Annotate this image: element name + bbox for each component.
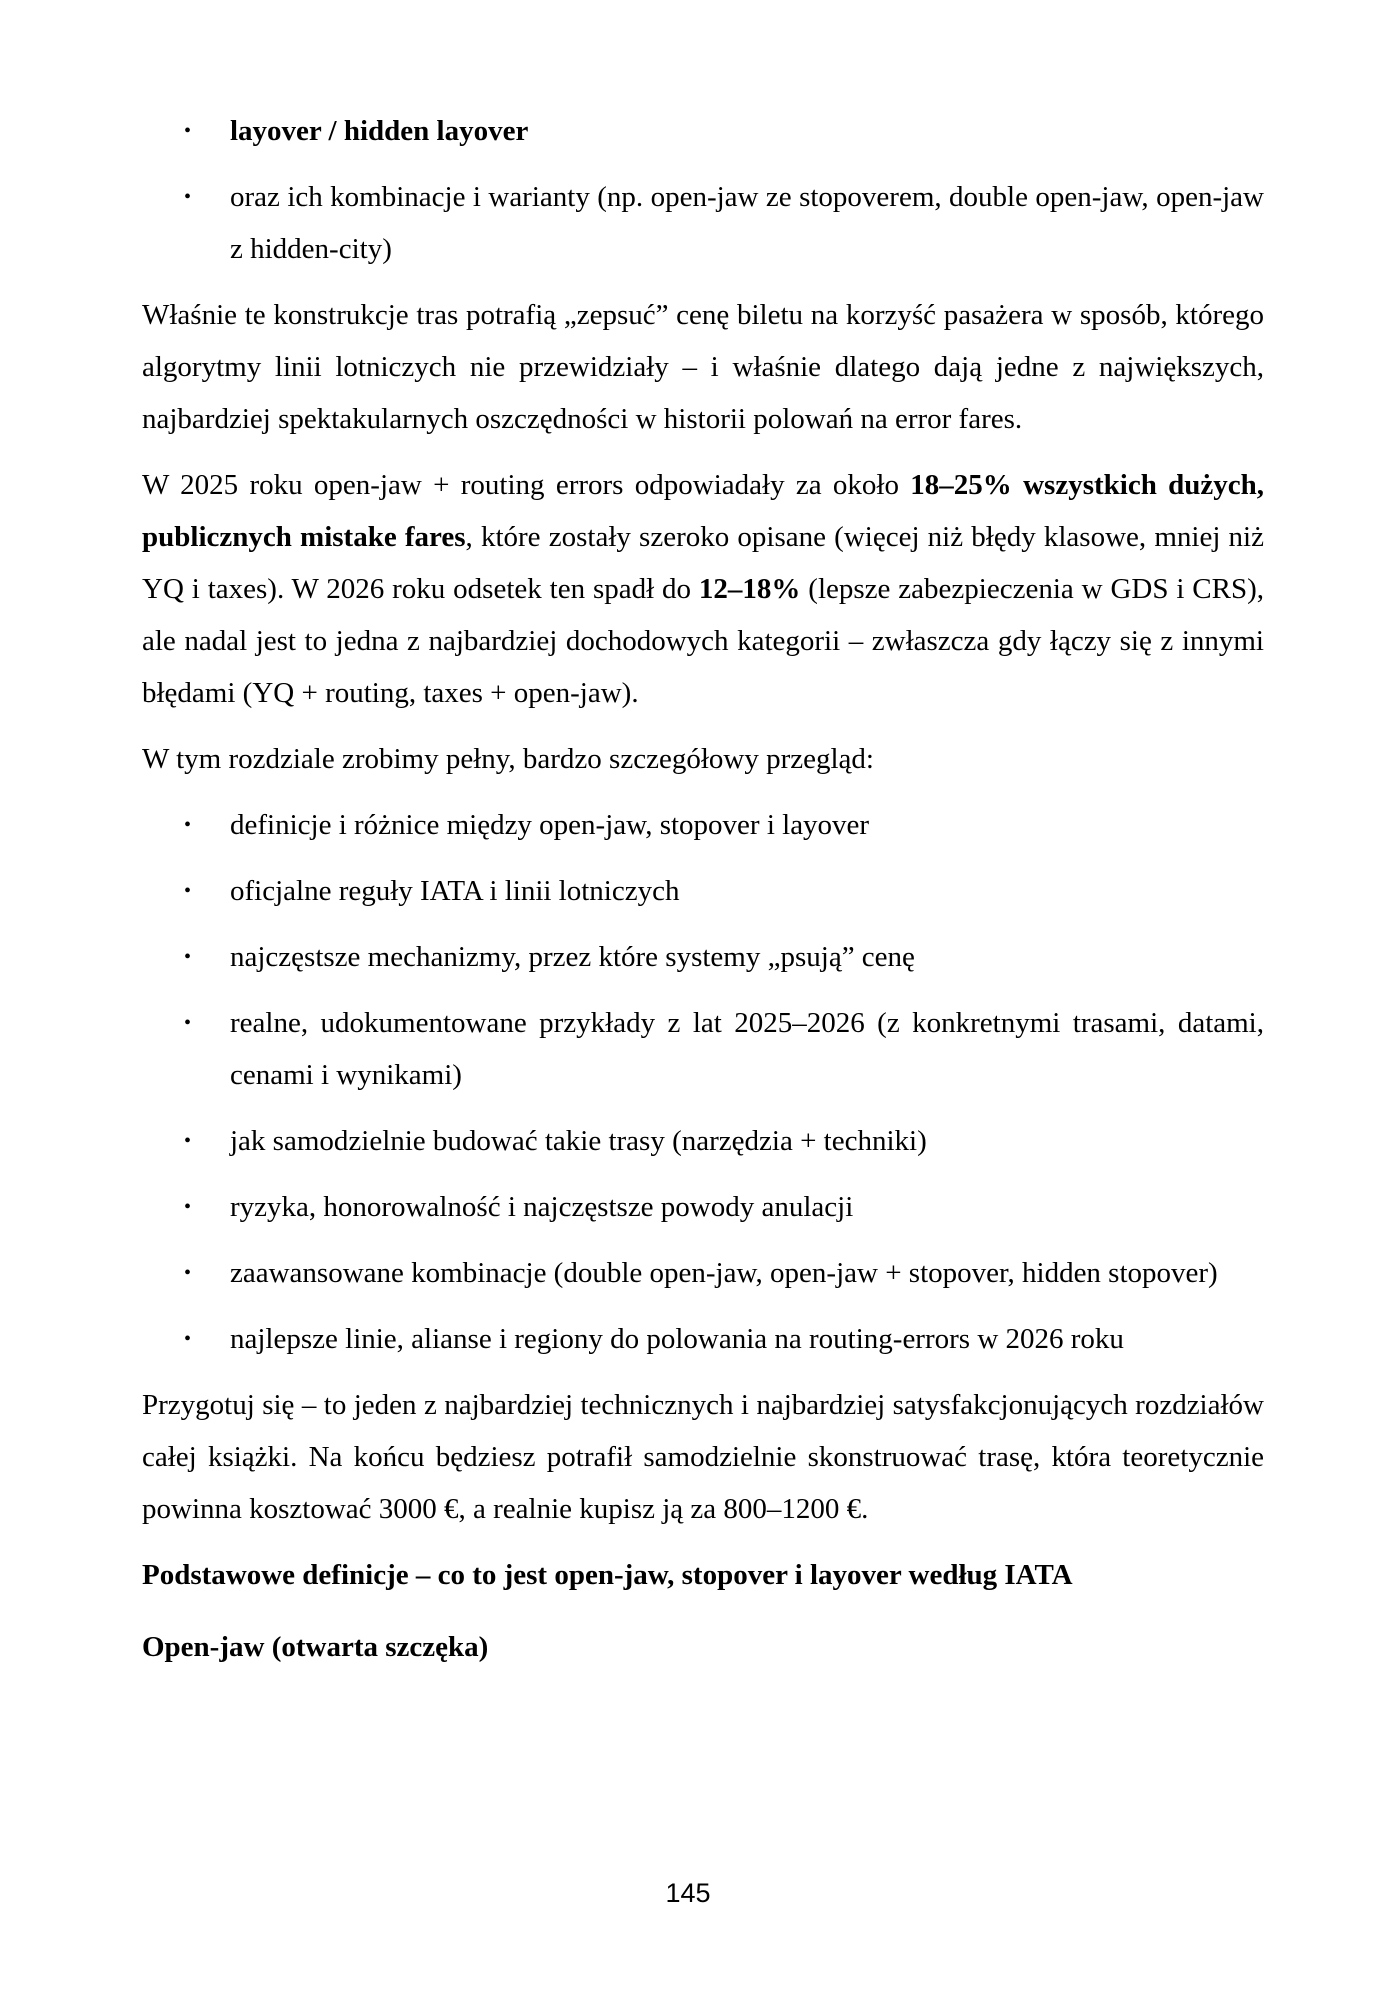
list-item (142, 1247, 1264, 1299)
bullet-icon: • (184, 1130, 192, 1152)
paragraph-text: W 2025 roku open-jaw + routing errors odpowiadały za około (142, 469, 911, 501)
bullet-icon: • (184, 186, 192, 208)
paragraph-statistics (142, 459, 1264, 719)
bullet-icon: • (184, 1012, 192, 1034)
emphasis-text: 12–18% (698, 573, 801, 605)
list-item (142, 997, 1264, 1101)
list-item (142, 1313, 1264, 1365)
bullet-icon: • (184, 880, 192, 902)
list-item-text: oraz ich kombinacje i warianty (np. open-jaw ze stopoverem, double open-jaw, open-jaw z hidden-city) (230, 181, 1264, 265)
bullet-icon: • (184, 814, 192, 836)
document-page (142, 105, 1264, 1693)
bullet-icon: • (184, 946, 192, 968)
list-item-text: ryzyka, honorowalność i najczęstsze powody anulacji (230, 1191, 854, 1223)
list-item-text: layover / hidden layover (230, 115, 529, 147)
list-item (142, 799, 1264, 851)
list-item (142, 105, 1264, 157)
list-item-text: najczęstsze mechanizmy, przez które systemy „psują” cenę (230, 941, 915, 973)
list-item-text: jak samodzielnie budować takie trasy (narzędzia + techniki) (230, 1125, 927, 1157)
bullet-icon: • (184, 1328, 192, 1350)
bullet-icon: • (184, 1262, 192, 1284)
paragraph-text: (lepsze zabezpieczenia w GDS i CRS), ale nadal jest to jedna z najbardziej dochodowych kategorii – zwłaszcza gdy łączy się z innymi błędami (YQ + routing, taxes + open-jaw). (142, 573, 1264, 709)
subsection-heading: Open-jaw (otwarta szczęka) (142, 1631, 489, 1663)
list-item-text: definicje i różnice między open-jaw, stopover i layover (230, 809, 870, 841)
bullet-icon: • (184, 120, 192, 142)
paragraph: Właśnie te konstrukcje tras potrafią „zepsuć” cenę biletu na korzyść pasażera w sposób, którego algorytmy linii lotniczych nie przewidziały – i właśnie dlatego dają jedne z największych, najbardziej spektakularnych oszczędności w historii polowań na error fares. (142, 299, 1264, 435)
list-item (142, 865, 1264, 917)
list-item (142, 171, 1264, 275)
list-item-text: realne, udokumentowane przykłady z lat 2025–2026 (z konkretnymi trasami, datami, cenami i wynikami) (230, 1007, 1264, 1091)
list-item (142, 1115, 1264, 1167)
paragraph-text: , które zostały szeroko opisane (więcej niż błędy klasowe, mniej niż YQ i taxes). W 2026 roku odsetek ten spadł do (142, 521, 1264, 605)
list-item (142, 1181, 1264, 1233)
page-number: 145 (665, 1878, 711, 1908)
list-item-text: najlepsze linie, alianse i regiony do polowania na routing-errors w 2026 roku (230, 1323, 1124, 1355)
paragraph-conclusion: Przygotuj się – to jeden z najbardziej technicznych i najbardziej satysfakcjonujących rozdziałów całej książki. Na końcu będziesz potrafił samodzielnie skonstruować trasę, która teoretycznie powinna kosztować 3000 €, a realnie kupisz ją za 800–1200 €. (142, 1389, 1264, 1525)
emphasis-text: 18–25% wszystkich dużych, publicznych mistake fares (142, 469, 1265, 553)
overview-bullet-list (142, 799, 1264, 1365)
paragraph-intro: W tym rozdziale zrobimy pełny, bardzo szczegółowy przegląd: (142, 743, 874, 775)
bullet-icon: • (184, 1196, 192, 1218)
list-item-text: oficjalne reguły IATA i linii lotniczych (230, 875, 680, 907)
top-bullet-list (142, 105, 1264, 275)
section-heading: Podstawowe definicje – co to jest open-jaw, stopover i layover według IATA (142, 1559, 1073, 1591)
list-item-text: zaawansowane kombinacje (double open-jaw, open-jaw + stopover, hidden stopover) (230, 1257, 1218, 1289)
list-item (142, 931, 1264, 983)
